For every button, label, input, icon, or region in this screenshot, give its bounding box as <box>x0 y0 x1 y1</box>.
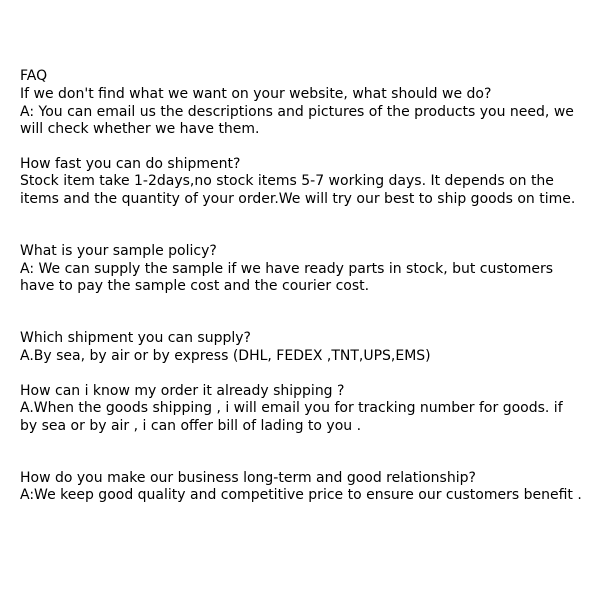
faq-answer-order-tracking-line-1: A.When the goods shipping , i will email you for tracking number for goods. if <box>20 400 563 416</box>
faq-answer-business-relationship: A:We keep good quality and competitive price to ensure our customers benefit . <box>20 487 582 503</box>
faq-question-order-tracking: How can i know my order it already shipping ? <box>20 383 345 399</box>
faq-answer-shipment-methods: A.By sea, by air or by express (DHL, FEDEX ,TNT,UPS,EMS) <box>20 348 431 364</box>
faq-question-business-relationship: How do you make our business long-term and good relationship? <box>20 470 476 486</box>
faq-answer-sample-policy-line-1: A: We can supply the sample if we have ready parts in stock, but customers <box>20 261 554 277</box>
faq-answer-shipment-speed-line-2: items and the quantity of your order.We will try our best to ship goods on time. <box>20 191 576 207</box>
faq-heading: FAQ <box>20 68 48 84</box>
faq-question-website: If we don't find what we want on your website, what should we do? <box>20 86 492 102</box>
faq-question-shipment-speed: How fast you can do shipment? <box>20 156 241 172</box>
faq-answer-order-tracking-line-2: by sea or by air , i can offer bill of lading to you . <box>20 418 362 434</box>
faq-answer-shipment-speed-line-1: Stock item take 1-2days,no stock items 5-7 working days. It depends on the <box>20 173 554 189</box>
faq-question-sample-policy: What is your sample policy? <box>20 243 217 259</box>
faq-answer-website-line-1: A: You can email us the descriptions and pictures of the products you need, we <box>20 104 574 120</box>
faq-answer-website-line-2: will check whether we have them. <box>20 121 260 137</box>
faq-answer-sample-policy-line-2: have to pay the sample cost and the courier cost. <box>20 278 370 294</box>
faq-question-shipment-methods: Which shipment you can supply? <box>20 330 251 346</box>
